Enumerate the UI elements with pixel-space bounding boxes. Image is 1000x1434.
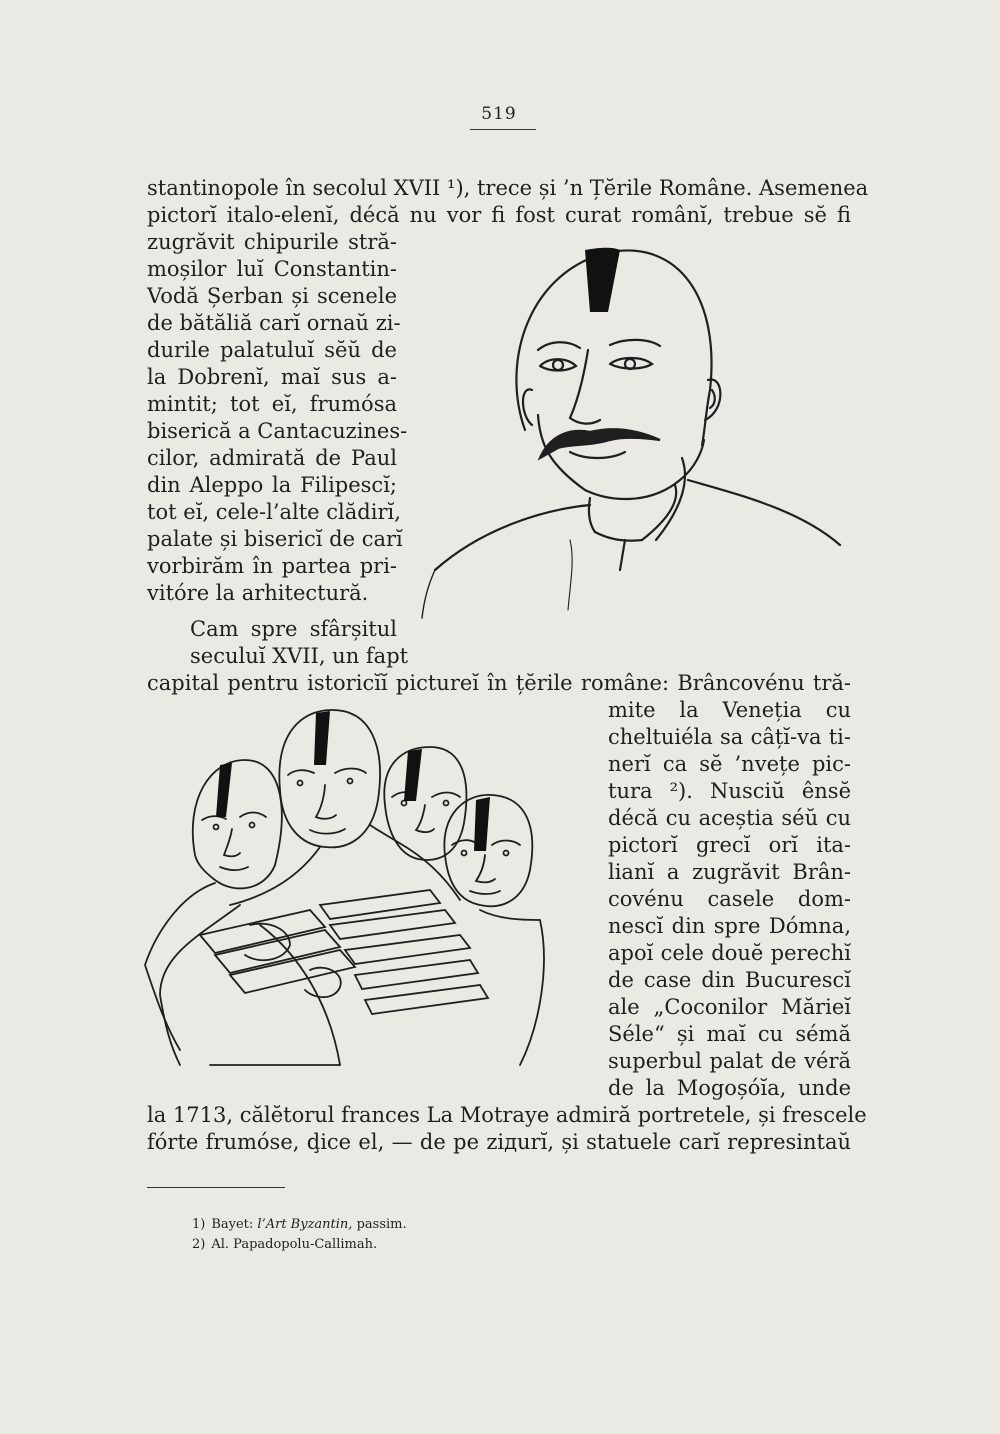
footnote-1-post: passim. (352, 1217, 407, 1232)
text-line: cheltuiéla sa câțĭ-va ti- (608, 725, 851, 749)
text-line: capital pentru istoricĭĭ pictureĭ în țĕrile române: Brâncovénu tră- (147, 671, 851, 695)
page-number-rule (470, 129, 536, 130)
page-number: 519 (481, 104, 517, 124)
text-line: cilor, admirată de Paul (147, 446, 397, 470)
text-line: la Dobrenĭ, maĭ sus a- (147, 365, 397, 389)
footnote-2-pre: Al. Papadopolu-Callimah. (211, 1237, 378, 1252)
text-line: mite la Veneția cu (608, 698, 851, 722)
text-line: tura ²). Nusciŭ ênsĕ (608, 779, 851, 803)
text-line: apoĭ cele douĕ perechĭ (608, 941, 851, 965)
text-line: covénu casele dom- (608, 887, 851, 911)
text-line: de case din Bucurescĭ (608, 968, 851, 992)
text-line: biserică a Cantacuzines- (147, 419, 408, 443)
footnote-1-pre: Bayet: (211, 1217, 258, 1232)
text-line: tot eĭ, cele-l’alte clădirĭ, (147, 500, 401, 524)
footnote-2-number: 2) (192, 1237, 206, 1252)
text-line: mintit; tot eĭ, frumósa (147, 392, 397, 416)
text-line: superbul palat de véră (608, 1049, 851, 1073)
text-line: nescĭ din spre Dómna, (608, 914, 851, 938)
text-line: palate și bisericĭ de carĭ (147, 527, 403, 551)
footnote-1-number: 1) (192, 1217, 206, 1232)
text-line: de la Mogoșóĭa, unde (608, 1076, 851, 1100)
text-line: de bătăliă carĭ ornaŭ zi- (147, 311, 401, 335)
footnote-2 (192, 1236, 377, 1253)
text-line: seculuĭ XVII, un fapt (190, 644, 409, 668)
text-line: Cam spre sfârșitul (190, 617, 397, 641)
text-line: nerĭ ca sĕ ’nvețe pic- (608, 752, 851, 776)
text-line: Vodă Șerban și scenele (147, 284, 397, 308)
text-line: durile palatuluĭ sĕŭ de (147, 338, 397, 362)
text-line: vorbirăm în partea pri- (147, 554, 397, 578)
children-illustration (140, 705, 580, 1090)
text-line: stantinopole în secolul XVII ¹), trece și ’n Țĕrile Române. Asemenea (147, 176, 869, 200)
text-line: pictorĭ grecĭ orĭ ita- (608, 833, 851, 857)
footnote-rule (147, 1187, 285, 1188)
text-line: vitóre la arhitectură. (147, 581, 369, 605)
text-line: décă cu aceștia séŭ cu (608, 806, 851, 830)
text-line: la 1713, călĕtorul frances La Motraye admiră portretele, și frescele (147, 1103, 867, 1127)
text-line: Séle“ și maĭ cu sémă (608, 1022, 851, 1046)
text-line: din Aleppo la Filipescĭ; (147, 473, 397, 497)
text-line: fórte frumóse, ḑice el, — de pe ziдurĭ, și statuele carĭ represintaŭ (147, 1130, 851, 1154)
text-line: moșilor luĭ Constantin- (147, 257, 397, 281)
text-line: lianĭ a zugrăvit Brân- (608, 860, 851, 884)
portrait-illustration (420, 240, 850, 625)
text-line: zugrăvit chipurile stră- (147, 230, 397, 254)
footnote-1-italic: l’Art Byzantin, (257, 1217, 353, 1232)
footnote-1 (192, 1216, 407, 1233)
text-line: ale „Coconilor Măriеĭ (608, 995, 851, 1019)
text-line: pictorĭ italo-elenĭ, décă nu vor fi fost curat românĭ, trebue sĕ fi (147, 203, 851, 227)
